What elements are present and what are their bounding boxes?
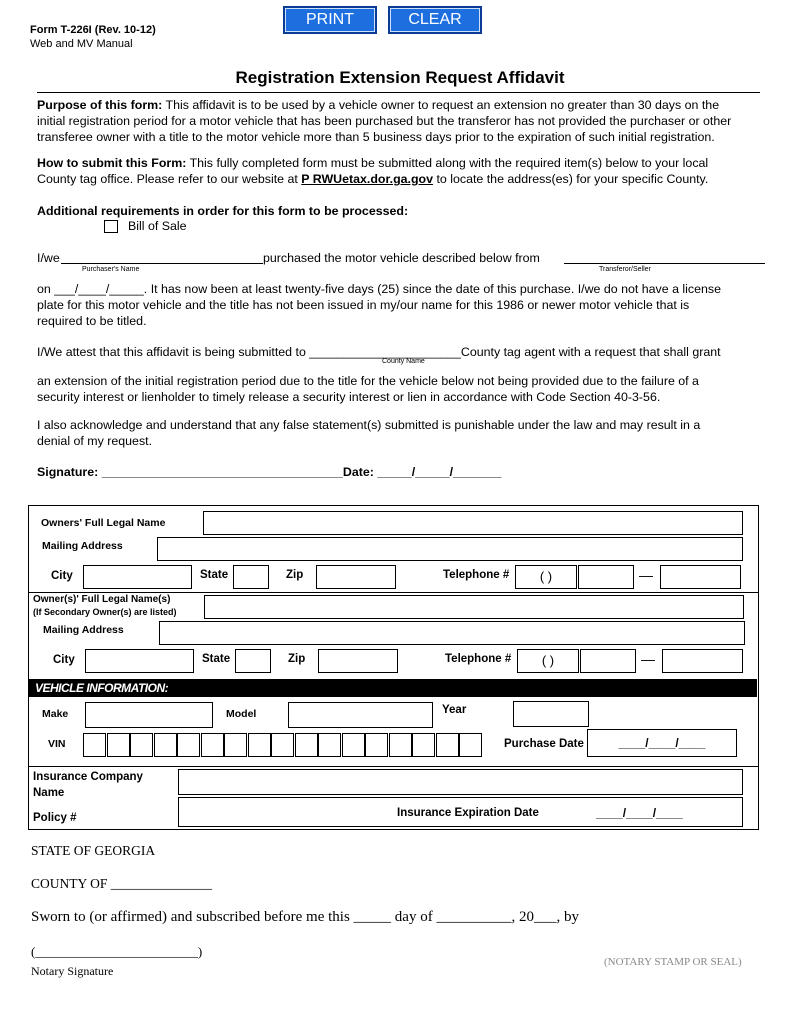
notary-stamp-label: (NOTARY STAMP OR SEAL) — [604, 956, 742, 968]
purpose-text-3: transferee owner with a title to the motor vehicle more than 5 business days prior to the expiration of such initial registration. — [37, 130, 715, 144]
owner-zip-label: Zip — [286, 569, 304, 581]
vin-cell[interactable] — [130, 733, 153, 757]
attest-text: I/We attest that this affidavit is being submitted to ______________________County tag agent with a request that shall grant — [37, 345, 721, 359]
purchase-line-3: required to be titled. — [37, 314, 147, 328]
purchase-date-input[interactable]: ____/____/____ — [587, 729, 737, 757]
owner-city-input[interactable] — [83, 565, 192, 589]
secondary-phone-prefix-input[interactable] — [580, 649, 636, 673]
notary-county: COUNTY OF _______________ — [31, 876, 213, 891]
owner-area-code-input[interactable]: ( ) — [515, 565, 577, 589]
secondary-zip-label: Zip — [288, 653, 306, 665]
bill-of-sale-label: Bill of Sale — [128, 219, 187, 233]
insurance-company-input[interactable] — [178, 769, 743, 795]
year-input[interactable] — [513, 701, 589, 727]
how-label: How to submit this Form: — [37, 156, 187, 170]
how-text-2a: County tag office. Please refer to our website at — [37, 172, 302, 186]
owner-city-label: City — [51, 570, 73, 582]
vin-cell[interactable] — [248, 733, 271, 757]
owner-state-input[interactable] — [233, 565, 269, 589]
acknowledge-line-2: denial of my request. — [37, 434, 153, 448]
secondary-mailing-input[interactable] — [159, 621, 745, 645]
year-label: Year — [442, 704, 467, 716]
secondary-city-input[interactable] — [85, 649, 194, 673]
owner-state-label: State — [200, 569, 229, 581]
secondary-phone-line-input[interactable] — [662, 649, 743, 673]
vin-cell[interactable] — [154, 733, 177, 757]
insurance-company-label-2: Name — [33, 787, 65, 799]
owner-name-label: Owners' Full Legal Name — [41, 517, 166, 529]
vin-label: VIN — [48, 738, 66, 750]
secondary-note: (If Secondary Owner(s) are listed) — [33, 607, 177, 617]
notary-signature-line: (_________________________) — [31, 944, 203, 959]
vin-cell[interactable] — [271, 733, 294, 757]
purchase-line-1: on ___/____/_____. It has now been at least twenty-five days (25) since the date of this purchase. I/we do not have a license — [37, 282, 721, 296]
how-text-1: This fully completed form must be submitted along with the required item(s) below to your local — [186, 156, 709, 170]
vin-cell[interactable] — [295, 733, 318, 757]
make-input[interactable] — [85, 702, 213, 728]
vehicle-section-header: VEHICLE INFORMATION: — [29, 679, 757, 697]
vin-cell[interactable] — [107, 733, 130, 757]
vin-cell[interactable] — [201, 733, 224, 757]
insurance-expiration-blank[interactable]: ____/____/____ — [596, 806, 683, 820]
secondary-divider — [28, 592, 759, 593]
extension-paragraph — [37, 373, 777, 405]
secondary-state-input[interactable] — [235, 649, 271, 673]
iwe-label: I/we — [37, 251, 60, 265]
clear-button[interactable]: CLEAR — [388, 6, 482, 34]
vin-cell[interactable] — [342, 733, 365, 757]
vin-cell[interactable] — [389, 733, 412, 757]
owner-name-input[interactable] — [203, 511, 743, 535]
how-paragraph — [37, 155, 777, 187]
purpose-text-2: initial registration period for a motor vehicle that has been purchased but the transferor has not provided the purchaser or other — [37, 114, 732, 128]
notary-signature-label: Notary Signature — [31, 964, 114, 978]
vin-cell[interactable] — [436, 733, 459, 757]
secondary-mailing-label: Mailing Address — [43, 624, 124, 636]
page-title: Registration Extension Request Affidavit — [235, 68, 565, 87]
owner-mailing-label: Mailing Address — [42, 540, 123, 552]
requirements-label: Additional requirements in order for this form to be processed: — [37, 204, 409, 218]
owner-mailing-input[interactable] — [157, 537, 743, 561]
secondary-city-label: City — [53, 654, 75, 666]
vin-cell[interactable] — [459, 733, 482, 757]
vin-cell[interactable] — [318, 733, 341, 757]
purchaser-name-line[interactable] — [61, 263, 263, 264]
policy-label: Policy # — [33, 812, 77, 824]
vin-cell[interactable] — [412, 733, 435, 757]
secondary-name-label: Owner(s)' Full Legal Name(s) — [33, 594, 171, 605]
purpose-paragraph — [37, 97, 777, 145]
owner-phone-line-input[interactable] — [660, 565, 741, 589]
insurance-divider — [28, 766, 759, 767]
extension-line-2: security interest or lienholder to timely release a security interest or lien in accordance with Code Section 40-3-56. — [37, 390, 661, 404]
purchased-text: purchased the motor vehicle described below from — [263, 251, 540, 265]
title-divider — [37, 92, 760, 93]
secondary-name-input[interactable] — [204, 595, 744, 619]
insurance-expiration-label: Insurance Expiration Date — [397, 807, 539, 819]
acknowledge-line-1: I also acknowledge and understand that any false statement(s) submitted is punishable under the law and may result in a — [37, 418, 701, 432]
secondary-telephone-label: Telephone # — [445, 653, 512, 665]
secondary-area-code-input[interactable]: ( ) — [517, 649, 579, 673]
vin-cell[interactable] — [365, 733, 388, 757]
extension-line-1: an extension of the initial registration period due to the title for the vehicle below not being provided due to the failure of a — [37, 374, 699, 388]
notary-sworn-statement: Sworn to (or affirmed) and subscribed before me this _____ day of __________, 20___, by — [31, 909, 579, 925]
signature-date-line: Signature: ___________________________________Date: _____/_____/_______ — [37, 465, 502, 479]
insurance-company-label-1: Insurance Company — [33, 771, 143, 783]
form-number: Form T-226I (Rev. 10-12) — [30, 24, 156, 36]
owner-telephone-label: Telephone # — [443, 569, 510, 581]
website-link[interactable]: P RWUetax.dor.ga.gov — [301, 172, 434, 186]
secondary-zip-input[interactable] — [318, 649, 398, 673]
model-label: Model — [226, 708, 257, 720]
print-button[interactable]: PRINT — [283, 6, 377, 34]
how-text-2b: to locate the address(es) for your specific County. — [433, 172, 709, 186]
vin-cell[interactable] — [224, 733, 247, 757]
acknowledge-paragraph — [37, 417, 777, 449]
purpose-label: Purpose of this form: — [37, 98, 163, 112]
purpose-text-1: This affidavit is to be used by a vehicle owner to request an extension no greater than 30 days on the — [162, 98, 720, 112]
purchaser-caption: Purchaser's Name — [82, 266, 140, 273]
purchase-paragraph — [37, 281, 777, 329]
owner-phone-prefix-input[interactable] — [578, 565, 634, 589]
bill-of-sale-checkbox[interactable] — [104, 220, 118, 233]
transferor-name-line[interactable] — [564, 263, 765, 264]
purchase-line-2: plate for this motor vehicle and the title has not been issued in my/our name for this 1986 or newer motor vehicle that is — [37, 298, 690, 312]
purchase-date-label: Purchase Date — [504, 738, 584, 750]
owner-phone-dash: — — [639, 567, 653, 583]
make-label: Make — [42, 708, 69, 720]
county-caption: County Name — [382, 358, 425, 365]
secondary-phone-dash: — — [641, 651, 655, 667]
owner-zip-input[interactable] — [316, 565, 396, 589]
transferor-caption: Transferor/Seller — [599, 266, 651, 273]
manual-label: Web and MV Manual — [30, 38, 133, 50]
vin-cell[interactable] — [83, 733, 106, 757]
secondary-state-label: State — [202, 653, 231, 665]
vin-cell[interactable] — [177, 733, 200, 757]
notary-state: STATE OF GEORGIA — [31, 843, 156, 858]
model-input[interactable] — [288, 702, 433, 728]
